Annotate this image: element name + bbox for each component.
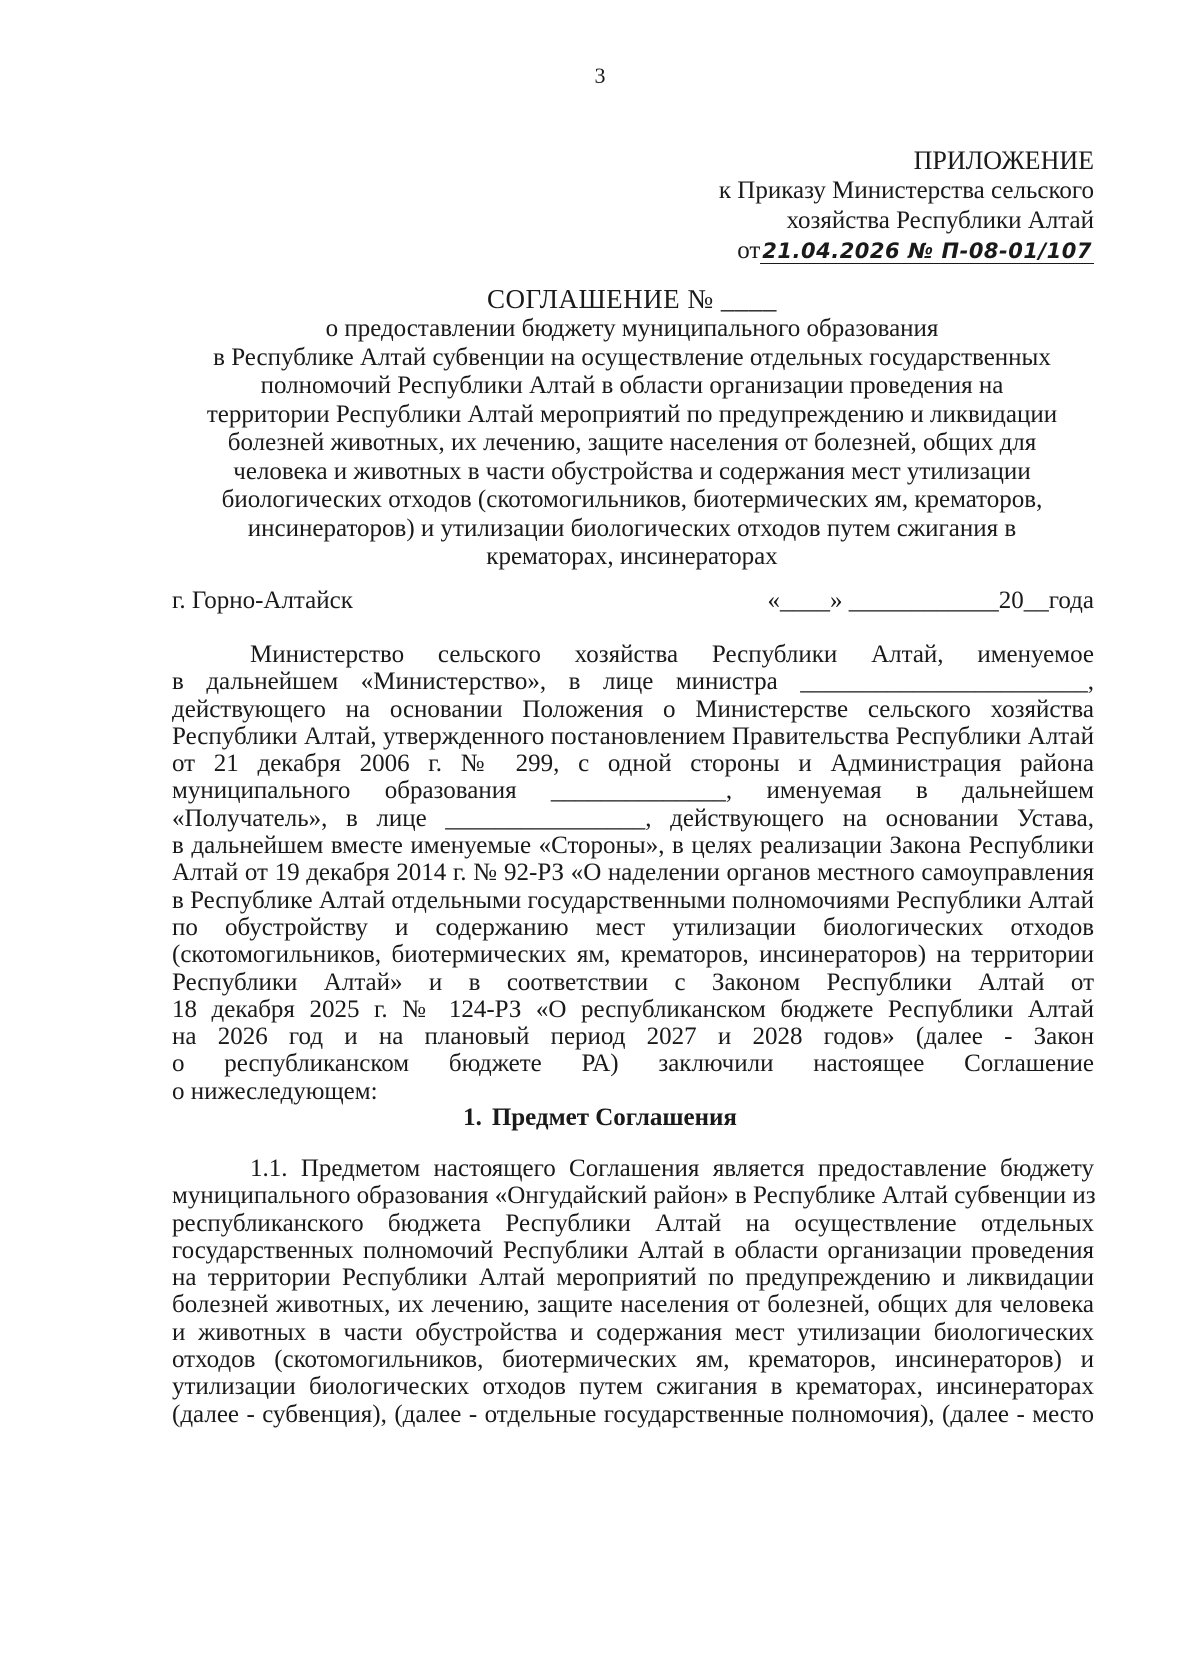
agreement-subtitle-line: биологических отходов (скотомогильников, биотермических ям, крематоров, xyxy=(221,486,1043,513)
agreement-subtitle-line: крематорах, инсинераторах xyxy=(486,543,778,570)
agreement-subtitle-line: территории Республики Алтай мероприятий по предупреждению и ликвидации xyxy=(206,400,1058,428)
text-line: от 21 декабря 2006 г. № 299, с одной стороны и Администрация района xyxy=(172,750,1094,778)
section-1-paragraph xyxy=(172,1155,1094,1428)
place-date-line xyxy=(172,587,1094,615)
agreement-date-blank: «____» ____________20__года xyxy=(767,587,1094,614)
city-name: г. Горно-Алтайск xyxy=(172,587,353,614)
appendix-title: ПРИЛОЖЕНИЕ xyxy=(913,146,1094,175)
text-line: в Республике Алтай отдельными государственными полномочиями Республики Алтай xyxy=(172,886,1094,914)
text-line: Республики Алтай» и в соответствии с Законом Республики Алтай от xyxy=(172,968,1094,996)
text-line: на 2026 год и на плановый период 2027 и 2028 годов» (далее - Закон xyxy=(172,1023,1094,1051)
text-line: 18 декабря 2025 г. № 124-РЗ «О республиканском бюджете Республики Алтай xyxy=(172,995,1094,1023)
text-line: Республики Алтай, утвержденного постановлением Правительства Республики Алтай xyxy=(172,722,1094,750)
text-line: о республиканском бюджете РА) заключили настоящее Соглашение xyxy=(172,1050,1094,1078)
text-line: «Получатель», в лице ________________, действующего на основании Устава, xyxy=(172,804,1094,832)
text-line: муниципального образования «Онгудайский район» в Республике Алтай субвенции из xyxy=(172,1182,1096,1210)
agreement-title-block xyxy=(170,283,1094,572)
text-line: муниципального образования ______________, именуемая в дальнейшем xyxy=(172,777,1094,805)
text-line: в дальнейшем «Министерство», в лице министра _______________________, xyxy=(172,668,1094,696)
agreement-subtitle xyxy=(170,315,1094,572)
appendix-line-1: к Приказу Министерства сельского xyxy=(718,177,1094,204)
agreement-subtitle-line: полномочий Республики Алтай в области организации проведения на xyxy=(260,372,1004,399)
appendix-block xyxy=(574,146,1094,266)
text-line: республиканского бюджета Республики Алтай на осуществление отдельных xyxy=(172,1209,1094,1237)
appendix-date-prefix: от xyxy=(737,237,761,264)
section-1-number: 1. xyxy=(463,1104,482,1131)
agreement-subtitle-line: болезней животных, их лечению, защите населения от болезней, общих для xyxy=(227,429,1037,456)
text-line: на территории Республики Алтай мероприятий по предупреждению и ликвидации xyxy=(172,1264,1094,1292)
text-line: Алтай от 19 декабря 2014 г. № 92-РЗ «О наделении органов местного самоуправления xyxy=(172,859,1094,887)
text-line: государственных полномочий Республики Алтай в области организации проведения xyxy=(172,1236,1094,1264)
text-line: 1.1. Предметом настоящего Соглашения является предоставление бюджету xyxy=(250,1155,1094,1182)
page-number: 3 xyxy=(594,63,606,88)
text-line: утилизации биологических отходов путем сжигания в крематорах, инсинераторах xyxy=(172,1373,1094,1401)
text-line: в дальнейшем вместе именуемые «Стороны», в целях реализации Закона Республики xyxy=(172,832,1094,860)
section-1-heading xyxy=(0,1104,1200,1132)
text-line: болезней животных, их лечению, защите населения от болезней, общих для человека xyxy=(172,1291,1094,1319)
agreement-subtitle-line: о предоставлении бюджету муниципального образования xyxy=(325,315,939,342)
text-line: действующего на основании Положения о Министерстве сельского хозяйства xyxy=(172,695,1094,723)
section-1-title: Предмет Соглашения xyxy=(491,1104,737,1131)
text-line: и животных в части обустройства и содержания мест утилизации биологических xyxy=(172,1318,1094,1346)
appendix-date-line xyxy=(574,236,1094,266)
agreement-title: СОГЛАШЕНИЕ № ____ xyxy=(487,284,777,314)
text-line: Министерство сельского хозяйства Республики Алтай, именуемое xyxy=(250,641,1094,668)
agreement-subtitle-line: человека и животных в части обустройства и содержания мест утилизации xyxy=(233,457,1031,485)
preamble-paragraph xyxy=(172,641,1094,1105)
text-line: (скотомогильников, биотермических ям, крематоров, инсинераторов) на территории xyxy=(172,941,1094,969)
handwritten-date-number: 21.04.2026 № П-08-01/107 xyxy=(762,239,1092,263)
text-line: по обустройству и содержанию мест утилизации биологических отходов xyxy=(172,913,1094,941)
agreement-subtitle-line: в Республике Алтай субвенции на осуществление отдельных государственных xyxy=(213,343,1051,371)
text-line: отходов (скотомогильников, биотермических ям, крематоров, инсинераторов) и xyxy=(172,1346,1094,1374)
agreement-subtitle-line: инсинераторов) и утилизации биологических отходов путем сжигания в xyxy=(247,514,1017,542)
text-line: (далее - субвенция), (далее - отдельные государственные полномочия), (далее - место xyxy=(172,1400,1094,1428)
appendix-line-2: хозяйства Республики Алтай xyxy=(786,207,1094,234)
text-line: о нижеследующем: xyxy=(172,1077,378,1105)
